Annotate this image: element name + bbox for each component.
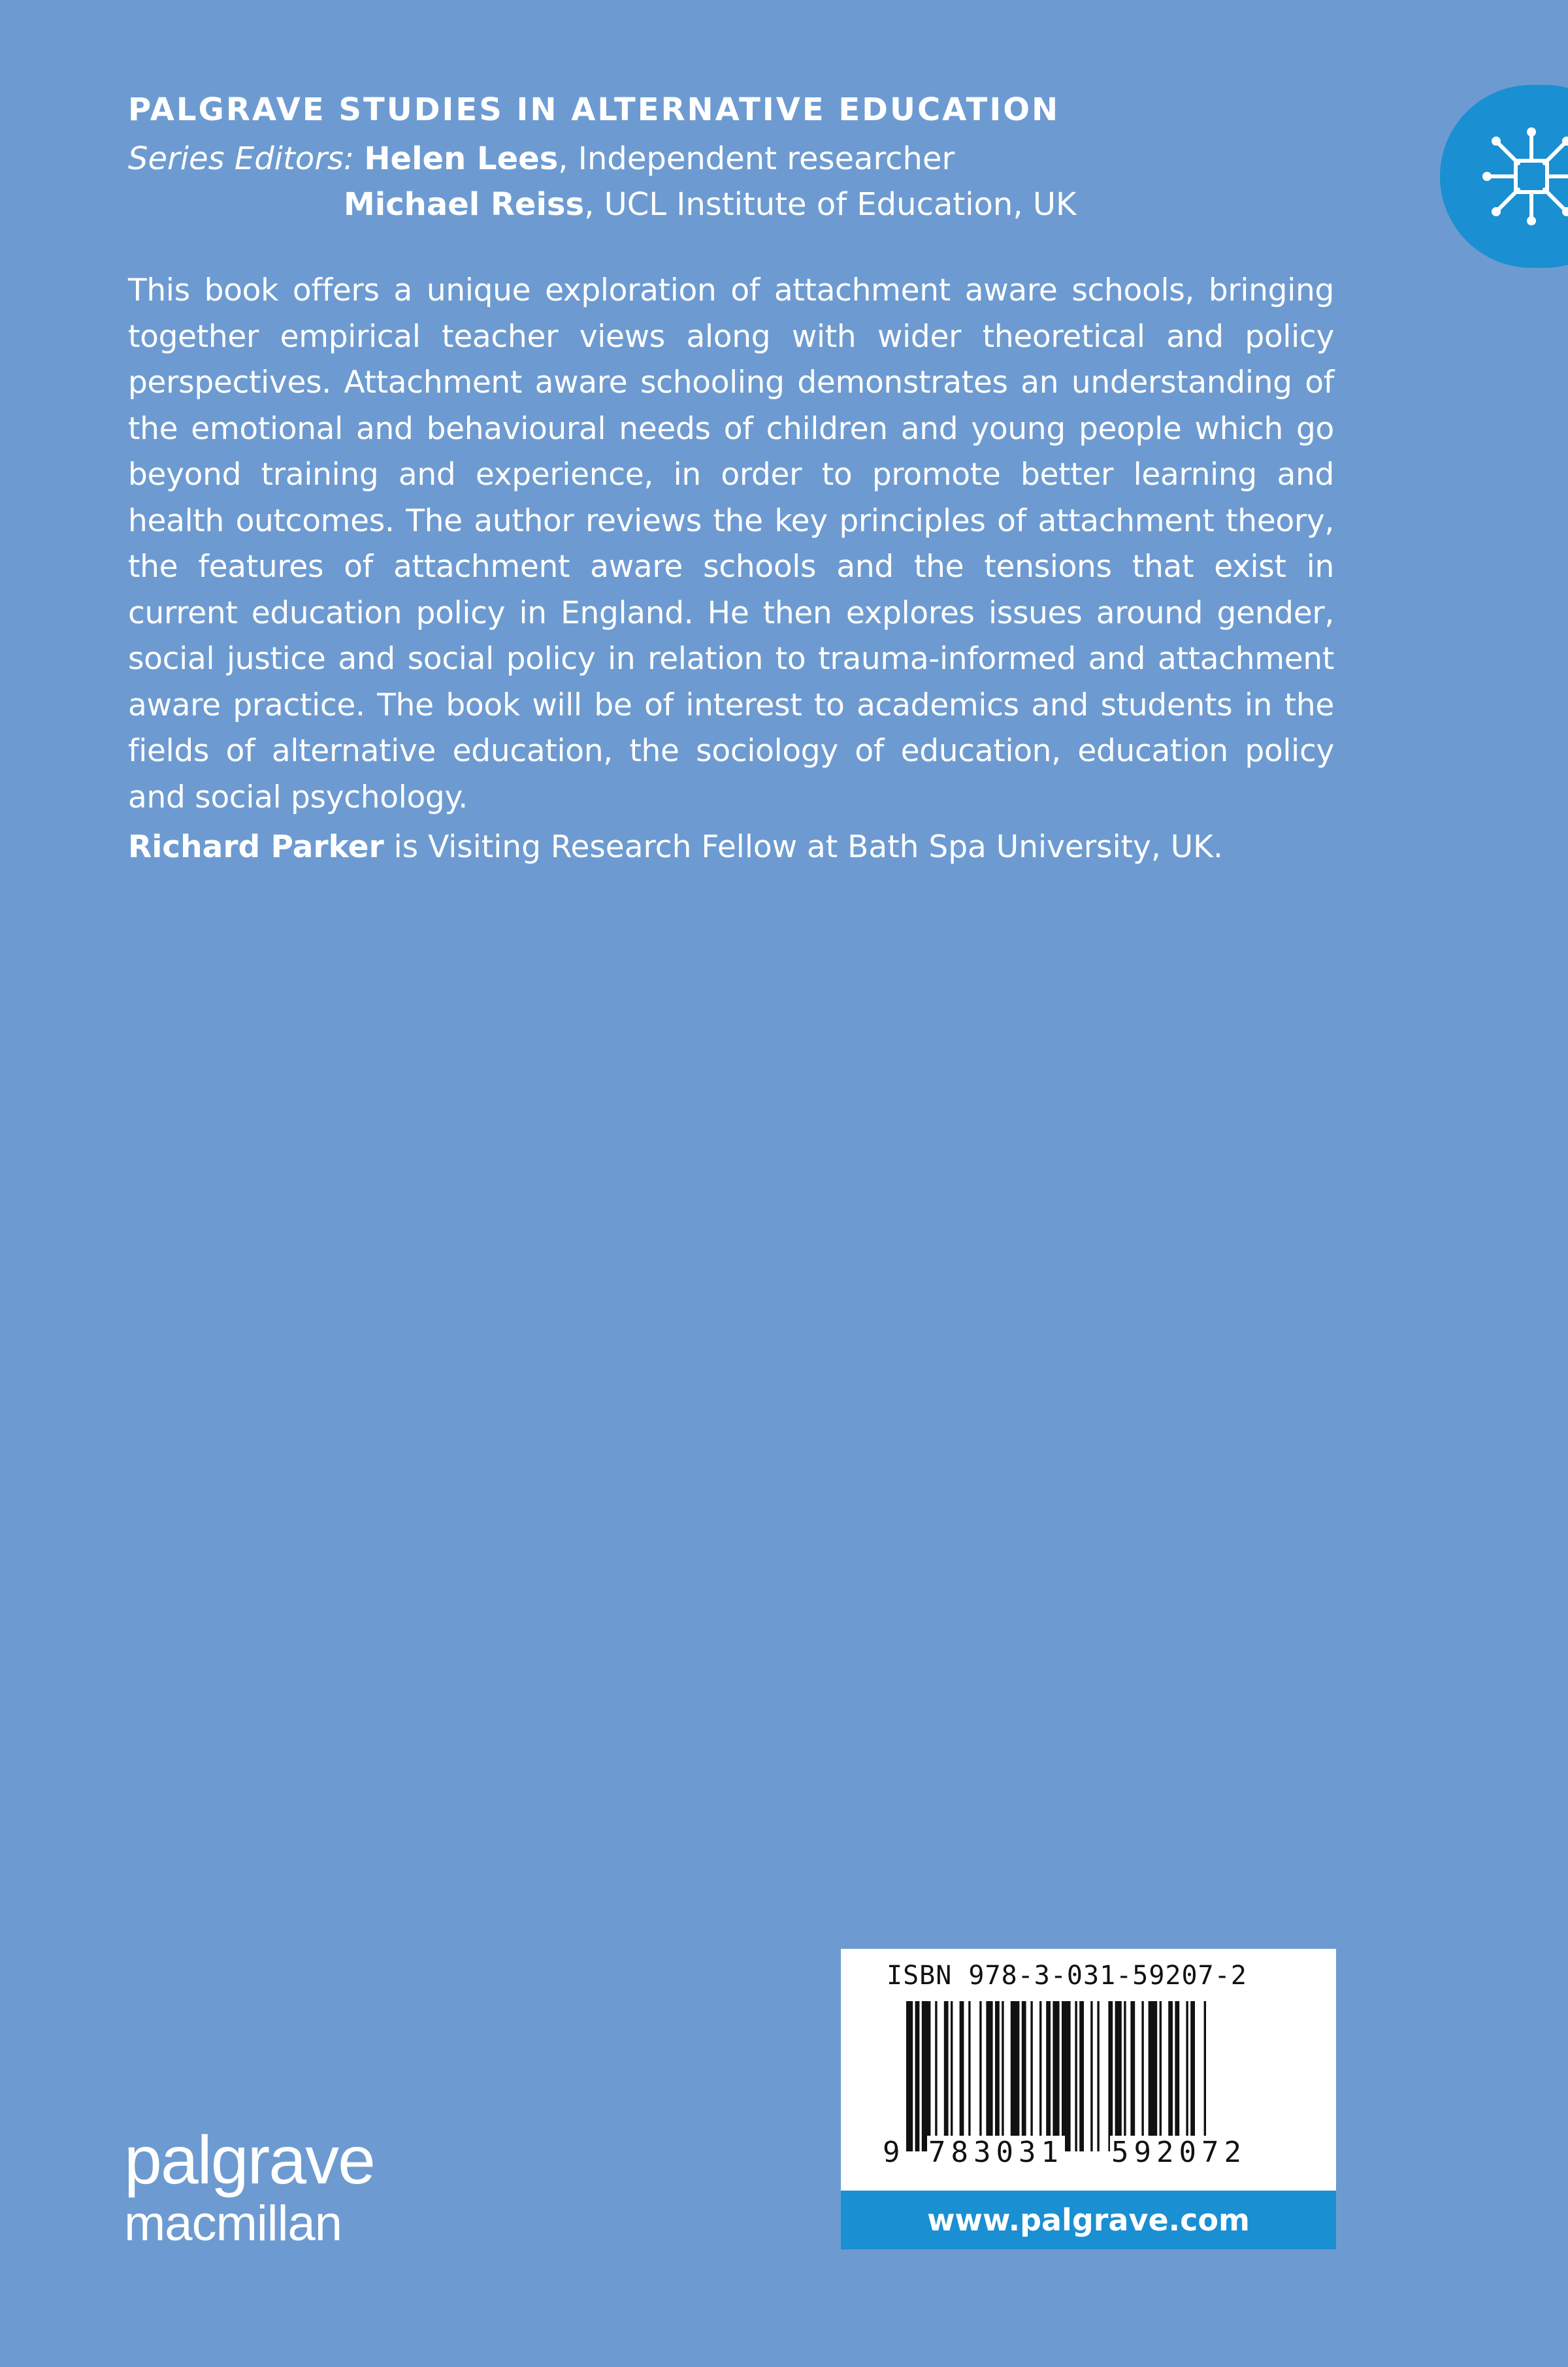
barcode-bar [1039,2001,1041,2151]
barcode-bar [1186,2001,1188,2151]
editor-affiliation: , UCL Institute of Education, UK [584,186,1077,223]
series-editors [128,136,1076,227]
network-node-icon [1479,124,1568,229]
author-affiliation: is Visiting Research Fellow at Bath Spa University, UK. [384,829,1223,865]
publisher-logo [124,2123,374,2253]
logo-palgrave: palgrave [124,2123,374,2198]
barcode-bar [935,2001,937,2151]
barcode-bars [906,2001,1272,2151]
series-editor-row [128,136,1076,182]
barcode-bar [1149,2001,1158,2151]
editor-name: Michael Reiss [344,186,585,223]
barcode-bar [1030,2001,1032,2151]
barcode-bar [1062,2001,1071,2151]
barcode-bar [995,2001,1000,2151]
book-description: This book offers a unique exploration of attachment aware schools, bringing together empirical teacher views along with wider theoretical and policy perspectives. Attachment aware schooling demonstrates an understanding of the emotional and behavioural needs of children and young people which go beyond training and experience, in order to promote better learning and health outcomes. The author reviews the key principles of attachment theory, the features of attachment aware schools and the tensions that exist in current education policy in England. He then explores issues around gender, social justice and social policy in relation to trauma-informed and attachment aware practice. The book will be of interest to academics and students in the fields of alternative education, the sociology of education, education policy and social psychology. [128,272,1334,815]
barcode-bar [1115,2001,1122,2151]
barcode-bar [1124,2001,1126,2151]
barcode-bar [1190,2001,1195,2151]
barcode-bar [915,2001,920,2151]
barcode-bar [906,2001,913,2151]
barcode-digit-first: 9 [883,2136,900,2169]
barcode-bar [986,2001,992,2151]
barcode-bar [1160,2001,1162,2151]
barcode-bar [979,2001,981,2151]
barcode-bar [1141,2001,1143,2151]
barcode-bar [1079,2001,1084,2151]
barcode-bar [1090,2001,1092,2151]
barcode-bar [1022,2001,1026,2151]
barcode-bar [944,2001,949,2151]
editor-affiliation: , Independent researcher [558,140,955,177]
editor-name: Helen Lees [364,140,559,177]
barcode-bar [1168,2001,1173,2151]
barcode-bar [968,2001,970,2151]
barcode-bar [1011,2001,1020,2151]
publisher-badge [1440,85,1568,268]
isbn-label: ISBN 978-3-031-59207-2 [887,1961,1247,1991]
barcode-bar [1130,2001,1135,2151]
barcode-digits-right: 592072 [1111,2136,1247,2169]
barcode-bar [1053,2001,1059,2151]
barcode-bar [1097,2001,1099,2151]
barcode-digits-left: 783031 [928,2136,1064,2169]
series-title: PALGRAVE STUDIES IN ALTERNATIVE EDUCATION [128,91,1060,128]
barcode-bar [922,2001,931,2151]
barcode-panel [841,1949,1336,2191]
barcode-bar [1075,2001,1077,2151]
barcode-bar [1002,2001,1004,2151]
barcode-bar [1046,2001,1051,2151]
barcode-bar [1108,2001,1113,2151]
barcode-bar [960,2001,964,2151]
author-bio [128,824,1223,870]
author-name: Richard Parker [128,829,384,865]
logo-macmillan: macmillan [124,2196,342,2251]
barcode-bar [951,2001,953,2151]
series-editors-label: Series Editors: [128,140,355,177]
publisher-url: www.palgrave.com [841,2191,1336,2249]
series-editor-row [128,182,1076,227]
barcode-bar [1175,2001,1179,2151]
barcode-bar [1204,2001,1206,2151]
